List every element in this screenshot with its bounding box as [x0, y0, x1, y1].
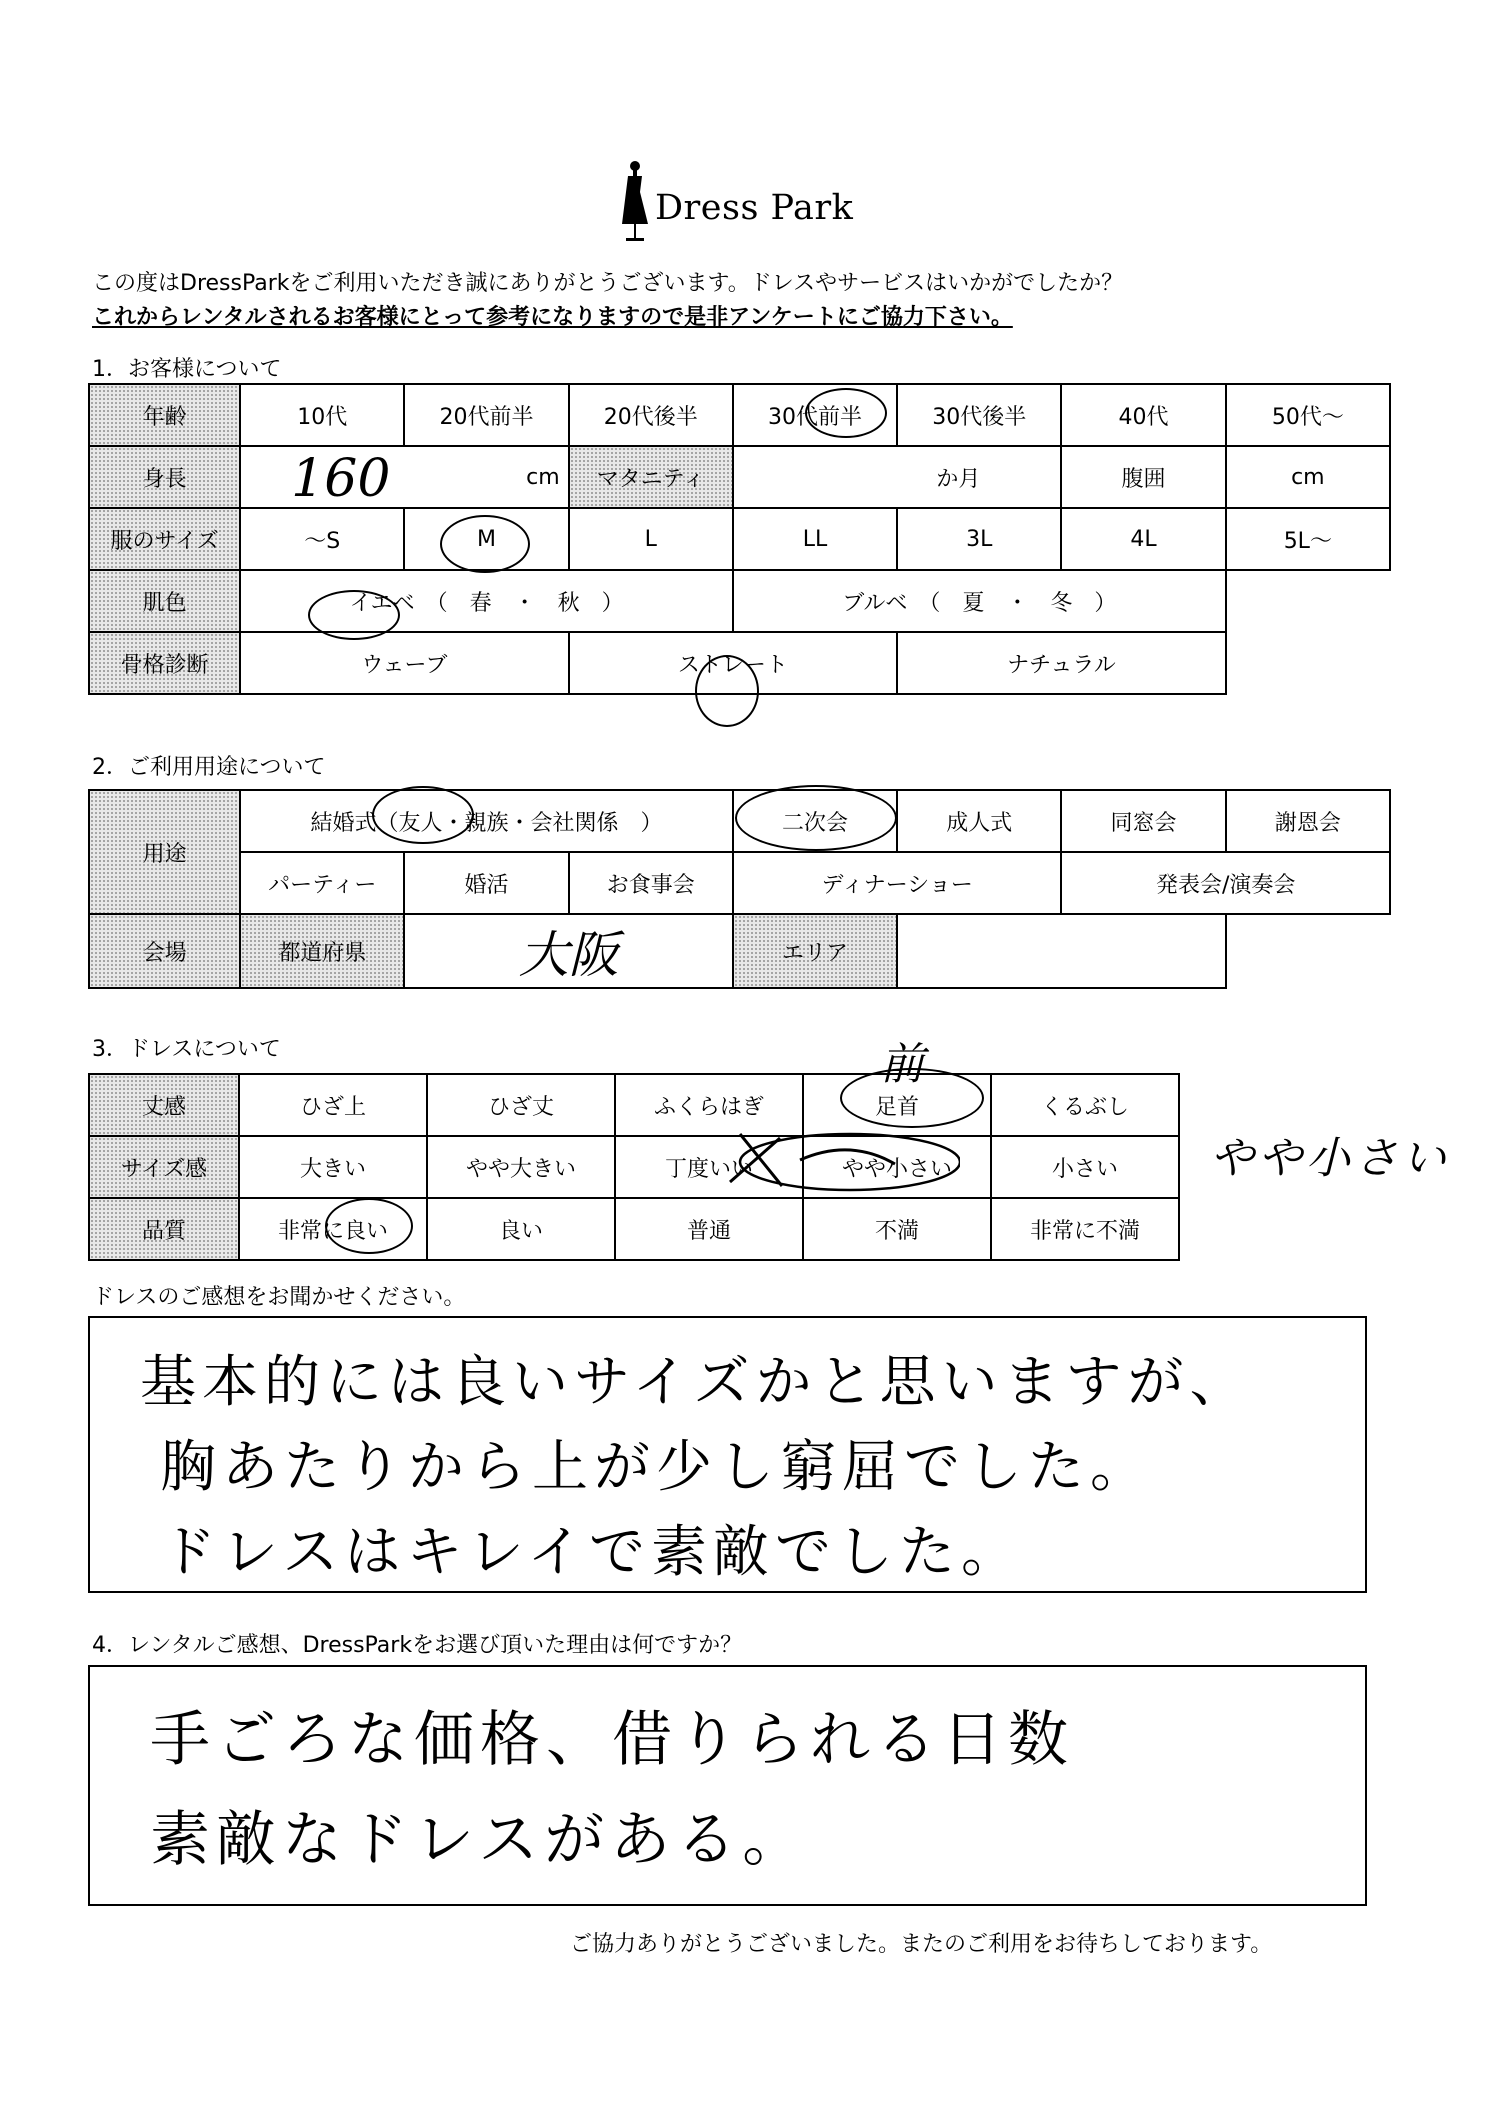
quality-option[interactable]: 不満	[803, 1198, 991, 1260]
quality-option[interactable]: 良い	[427, 1198, 615, 1260]
intro-text: この度はDressParkをご利用いただき誠にありがとうございます。ドレスやサービスはいかがでしたか？	[92, 271, 1124, 296]
friend-selection-circle	[372, 786, 474, 844]
length-row	[89, 1074, 1179, 1136]
month-unit: か月	[936, 466, 981, 492]
waist-unit: cm	[1291, 464, 1325, 490]
length-option[interactable]: ふくらはぎ	[615, 1074, 803, 1136]
age-option[interactable]: 30代後半	[897, 384, 1061, 446]
venue-row	[89, 914, 1390, 988]
height-value: 160	[291, 449, 391, 509]
frame-option[interactable]: ナチュラル	[897, 632, 1226, 694]
reasons-line: 素敵なドレスがある。	[150, 1805, 809, 1875]
section2-title: 2．ご利用用途について	[92, 755, 326, 780]
reasons-line: 手ごろな価格、借りられる日数	[150, 1705, 1074, 1775]
usage-row-2	[89, 852, 1390, 914]
fit-label: サイズ感	[89, 1136, 239, 1198]
length-label: 丈感	[89, 1074, 239, 1136]
area-value[interactable]	[897, 914, 1226, 988]
size-option[interactable]: ～S	[240, 508, 404, 570]
frame-option-selected[interactable]: ストレート	[569, 632, 898, 694]
height-field[interactable]	[240, 446, 569, 508]
age-row	[89, 384, 1390, 446]
usage-option[interactable]: ディナーショー	[733, 852, 1062, 914]
size-option[interactable]: L	[569, 508, 733, 570]
quality-option[interactable]: 非常に不満	[991, 1198, 1179, 1260]
impressions-line: 基本的には良いサイズかと思いますが、	[140, 1350, 1252, 1415]
size-row	[89, 508, 1390, 570]
skin-label: 肌色	[89, 570, 240, 632]
fit-option[interactable]: 大きい	[239, 1136, 427, 1198]
age-selection-circle	[805, 388, 887, 438]
empty-cell	[1226, 914, 1390, 988]
fit-option-selected[interactable]: やや小さい	[803, 1136, 991, 1198]
wedding-other-options: ・親族・会社関係 ）	[442, 810, 663, 836]
usage-option[interactable]: 謝恩会	[1226, 790, 1390, 852]
section4-title: 4．レンタルご感想、DressParkをお選び頂いた理由は何ですか？	[92, 1633, 743, 1658]
frame-selection-circle	[695, 655, 759, 727]
length-note: 前	[880, 1039, 924, 1090]
waist-label: 腹囲	[1061, 446, 1225, 508]
section3-title: 3．ドレスについて	[92, 1037, 281, 1062]
height-row	[89, 446, 1390, 508]
quality-selection-circle	[325, 1198, 413, 1254]
size-option[interactable]: LL	[733, 508, 897, 570]
age-option-selected[interactable]: 30代前半	[733, 384, 897, 446]
age-option[interactable]: 40代	[1061, 384, 1225, 446]
wedding-label: 結婚式（	[310, 810, 399, 836]
fit-option[interactable]: 丁度いい	[615, 1136, 803, 1198]
skin-blue-option[interactable]: ブルベ （ 夏 ・ 冬 ）	[733, 570, 1226, 632]
size-selection-circle	[440, 515, 530, 573]
frame-label: 骨格診断	[89, 632, 240, 694]
fit-note: やや小さい	[1210, 1133, 1450, 1184]
age-option[interactable]: 50代～	[1226, 384, 1390, 446]
afterparty-selection-circle	[735, 785, 897, 851]
section1-title: 1．お客様について	[92, 357, 282, 382]
length-option[interactable]: ひざ上	[239, 1074, 427, 1136]
afterparty-option-selected[interactable]: 二次会	[733, 790, 897, 852]
usage-label: 用途	[89, 790, 240, 914]
fit-option[interactable]: やや大きい	[427, 1136, 615, 1198]
usage-option[interactable]: 発表会/演奏会	[1061, 852, 1390, 914]
dress-table	[88, 1073, 1180, 1261]
prefecture-value[interactable]: 大阪	[404, 914, 733, 988]
impressions-prompt: ドレスのご感想をお聞かせください。	[92, 1285, 466, 1310]
length-option[interactable]: くるぶし	[991, 1074, 1179, 1136]
size-option[interactable]: 3L	[897, 508, 1061, 570]
fit-option[interactable]: 小さい	[991, 1136, 1179, 1198]
size-label: 服のサイズ	[89, 508, 240, 570]
reasons-box[interactable]	[88, 1665, 1367, 1906]
size-option[interactable]: 4L	[1061, 508, 1225, 570]
impressions-line: 胸あたりから上が少し窮屈でした。	[160, 1435, 1152, 1500]
height-unit: cm	[526, 465, 560, 490]
skin-yellow-option[interactable]: イエベ （ 春 ・ 秋 ）	[240, 570, 733, 632]
frame-option[interactable]: ウェーブ	[240, 632, 569, 694]
height-label: 身長	[89, 446, 240, 508]
area-label: エリア	[733, 914, 897, 988]
dresspark-logo	[615, 158, 875, 248]
quality-option[interactable]: 普通	[615, 1198, 803, 1260]
usage-option[interactable]: お食事会	[569, 852, 733, 914]
age-option[interactable]: 20代前半	[404, 384, 568, 446]
empty-cell	[1226, 570, 1390, 632]
age-label: 年齢	[89, 384, 240, 446]
quality-label: 品質	[89, 1198, 239, 1260]
length-option[interactable]: ひざ丈	[427, 1074, 615, 1136]
footer-text: ご協力ありがとうございました。またのご利用をお待ちしております。	[570, 1932, 1273, 1957]
customer-info-table	[88, 383, 1391, 695]
intro-request-text: これからレンタルされるお客様にとって参考になりますので是非アンケートにご協力下さい。	[92, 305, 1013, 330]
age-option[interactable]: 20代後半	[569, 384, 733, 446]
wedding-option[interactable]	[240, 790, 733, 852]
maternity-label: マタニティ	[569, 446, 733, 508]
usage-option[interactable]: 同窓会	[1061, 790, 1225, 852]
size-option[interactable]: 5L～	[1226, 508, 1390, 570]
usage-option[interactable]: 婚活	[404, 852, 568, 914]
wedding-friend-option[interactable]: 友人	[398, 810, 443, 836]
age-option[interactable]: 10代	[240, 384, 404, 446]
fit-row	[89, 1136, 1179, 1198]
fit-cross-out-marks	[720, 1120, 960, 1200]
logo-text: Dress Park	[655, 188, 854, 228]
quality-row	[89, 1198, 1179, 1260]
impressions-box[interactable]	[88, 1316, 1367, 1593]
empty-cell	[1226, 632, 1390, 694]
venue-label: 会場	[89, 914, 240, 988]
maternity-month-field[interactable]	[733, 446, 1062, 508]
waist-field[interactable]	[1226, 446, 1390, 508]
length-option-selected[interactable]: 足首	[803, 1074, 991, 1136]
size-option-selected[interactable]: M	[404, 508, 568, 570]
skin-selection-circle	[308, 590, 400, 640]
usage-option[interactable]: パーティー	[240, 852, 404, 914]
dress-icon	[615, 158, 655, 248]
quality-option-selected[interactable]: 非常に良い	[239, 1198, 427, 1260]
usage-option[interactable]: 成人式	[897, 790, 1061, 852]
prefecture-label: 都道府県	[240, 914, 404, 988]
skin-row	[89, 570, 1390, 632]
impressions-line: ドレスはキレイで素敵でした。	[160, 1520, 1023, 1585]
